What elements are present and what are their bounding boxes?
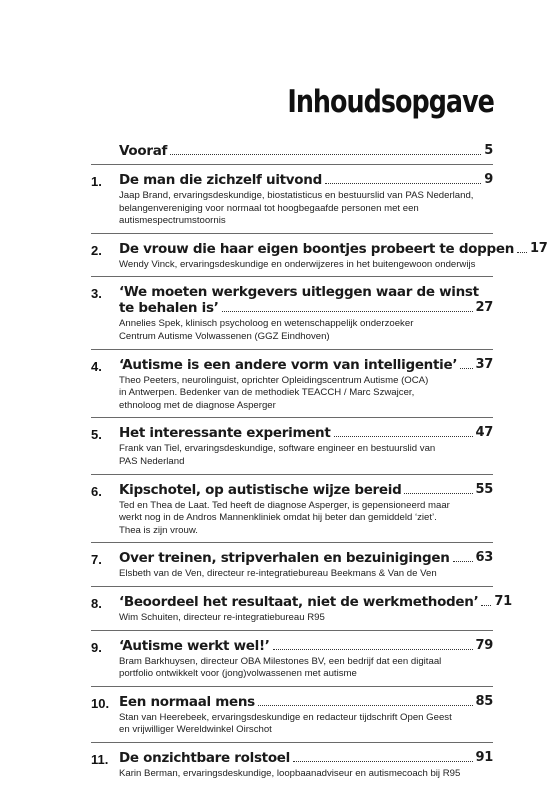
chapter-heading — [119, 593, 512, 610]
toc-entry[interactable] — [91, 750, 493, 786]
description-line: Thea is zijn vrouw. — [119, 524, 198, 536]
chapter-number: 2. — [91, 242, 102, 258]
dot-leader — [481, 605, 491, 606]
chapter-heading — [119, 638, 493, 654]
page-number: 63 — [475, 550, 493, 566]
page-number: 9 — [484, 172, 493, 187]
description-line: ethnoloog met de diagnose Asperger — [119, 399, 276, 411]
chapter-number: 7. — [91, 552, 102, 568]
chapter-title: Kipschotel, op autistische wijze bereid — [119, 481, 402, 498]
chapter-title: Over treinen, stripverhalen en bezuinigingen — [119, 550, 450, 567]
dot-leader — [325, 183, 481, 184]
page-number: 17 — [530, 240, 548, 256]
chapter-heading — [119, 240, 548, 257]
chapter-description — [119, 259, 493, 272]
dot-leader — [258, 705, 473, 706]
description-line: Ted en Thea de Laat. Ted heeft de diagnose Asperger, is gepensioneerd maar — [119, 499, 450, 511]
chapter-heading — [119, 750, 493, 766]
page-number: 85 — [475, 693, 493, 709]
toc-entry[interactable] — [91, 482, 493, 544]
toc-entry[interactable] — [91, 593, 512, 631]
dot-leader — [293, 761, 473, 762]
description-line: en vrijwilliger Wereldwinkel Oirschot — [119, 724, 272, 736]
chapter-description — [119, 768, 493, 781]
page-number: 47 — [475, 425, 493, 441]
description-line: Wim Schuiten, directeur re-integratiebureau R95 — [119, 611, 325, 623]
toc-entry[interactable] — [91, 284, 493, 349]
description-line: PAS Nederland — [119, 455, 185, 467]
description-line: Theo Peeters, neurolinguist, oprichter Opleidingscentrum Autisme (OCA) — [119, 374, 429, 386]
chapter-description — [119, 375, 493, 413]
chapter-number: 10. — [91, 695, 110, 711]
chapter-description — [119, 443, 493, 468]
chapter-title: De onzichtbare rolstoel — [119, 749, 290, 766]
chapter-description — [119, 318, 493, 343]
page-number: 37 — [475, 356, 493, 372]
toc-entry[interactable] — [91, 694, 493, 743]
chapter-title: Het interessante experiment — [119, 425, 331, 442]
chapter-heading — [119, 482, 493, 498]
chapter-description — [119, 500, 493, 538]
toc-entry[interactable] — [91, 240, 548, 278]
description-line: belangenvereniging voor normaal tot hoogbegaafde personen met een — [119, 202, 419, 214]
chapter-title: Een normaal mens — [119, 693, 255, 710]
page-number: 79 — [475, 637, 493, 653]
chapter-description — [119, 656, 493, 681]
description-line: Wendy Vinck, ervaringsdeskundige en onderwijzeres in het buitengewoon onderwijs — [119, 258, 476, 270]
chapter-heading — [119, 425, 493, 441]
dot-leader — [404, 493, 472, 494]
description-line: portfolio ontwikkelt voor (jong)volwassenen met autisme — [119, 668, 357, 680]
chapter-title: ‘Autisme is een andere vorm van intelligentie’ — [119, 356, 458, 373]
chapter-number: 4. — [91, 358, 102, 374]
chapter-number: 5. — [91, 427, 102, 443]
dot-leader — [517, 252, 527, 253]
chapter-heading — [119, 172, 493, 188]
dot-leader — [453, 561, 473, 562]
chapter-number: 9. — [91, 639, 102, 655]
dot-leader — [273, 649, 473, 650]
page-number: 27 — [475, 300, 493, 316]
chapter-title: De vrouw die haar eigen boontjes probeert te doppen — [119, 240, 515, 257]
description-line: Bram Barkhuysen, directeur OBA Milestones BV, een bedrijf dat een digitaal — [119, 655, 442, 667]
chapter-number: 6. — [91, 483, 102, 499]
chapter-heading — [119, 300, 493, 316]
dot-leader — [460, 368, 472, 369]
toc-entry[interactable] — [91, 425, 493, 474]
page-number: 55 — [475, 481, 493, 497]
chapter-heading — [119, 694, 493, 710]
page-number: 91 — [475, 749, 493, 765]
toc-entry[interactable] — [91, 550, 493, 587]
description-line: werkt nog in de Andros Mannenkliniek omdat hij beter dan gemiddeld ‘ziet’. — [119, 512, 437, 524]
chapter-description — [119, 612, 493, 625]
chapter-description — [119, 712, 493, 737]
toc-entry[interactable] — [91, 357, 493, 419]
chapter-heading — [119, 143, 493, 159]
page-number: 5 — [484, 143, 493, 158]
chapter-number: 3. — [91, 286, 102, 302]
toc-entry[interactable] — [91, 638, 493, 687]
chapter-heading — [119, 550, 493, 566]
description-line: Elsbeth van de Ven, directeur re-integratiebureau Beekmans & Van de Ven — [119, 568, 437, 580]
chapter-number: 1. — [91, 174, 102, 189]
dot-leader — [170, 154, 481, 155]
chapter-title: ‘Autisme werkt wel!’ — [119, 637, 270, 654]
chapter-number: 11. — [91, 751, 109, 767]
dot-leader — [222, 311, 473, 312]
chapter-description — [119, 568, 493, 581]
page-title: Inhoudsopgave — [287, 84, 494, 120]
description-line: Jaap Brand, ervaringsdeskundige, biostatisticus en bestuurslid van PAS Nederland, — [119, 190, 474, 201]
description-line: autismespectrumstoornis — [119, 215, 226, 227]
toc-entry[interactable] — [91, 172, 493, 234]
description-line: Stan van Heerebeek, ervaringsdeskundige en redacteur tijdschrift Open Geest — [119, 711, 452, 723]
description-line: Annelies Spek, klinisch psycholoog en wetenschappelijk onderzoeker — [119, 318, 414, 330]
page-number: 71 — [494, 593, 512, 609]
chapter-title: ‘Beoordeel het resultaat, niet de werkmethoden’ — [119, 593, 479, 610]
dot-leader — [334, 436, 473, 437]
description-line: Frank van Tiel, ervaringsdeskundige, software engineer en bestuurslid van — [119, 443, 436, 455]
chapter-title-line: ‘We moeten werkgevers uitleggen waar de winst — [119, 284, 479, 301]
chapter-title: te behalen is’ — [119, 300, 219, 317]
toc-entry[interactable] — [91, 143, 493, 165]
description-line: in Antwerpen. Bedenker van de methodiek TEACCH / Marc Szwajcer, — [119, 387, 415, 399]
description-line: Centrum Autisme Volwassenen (GGZ Eindhoven) — [119, 330, 330, 342]
table-of-contents — [91, 143, 548, 792]
chapter-description — [119, 190, 493, 228]
chapter-heading — [119, 357, 493, 373]
description-line: Karin Berman, ervaringsdeskundige, loopbaanadviseur en autismecoach bij R95 — [119, 767, 461, 779]
chapter-title: Vooraf — [119, 143, 168, 159]
chapter-title: De man die zichzelf uitvond — [119, 172, 322, 188]
chapter-number: 8. — [91, 595, 102, 611]
